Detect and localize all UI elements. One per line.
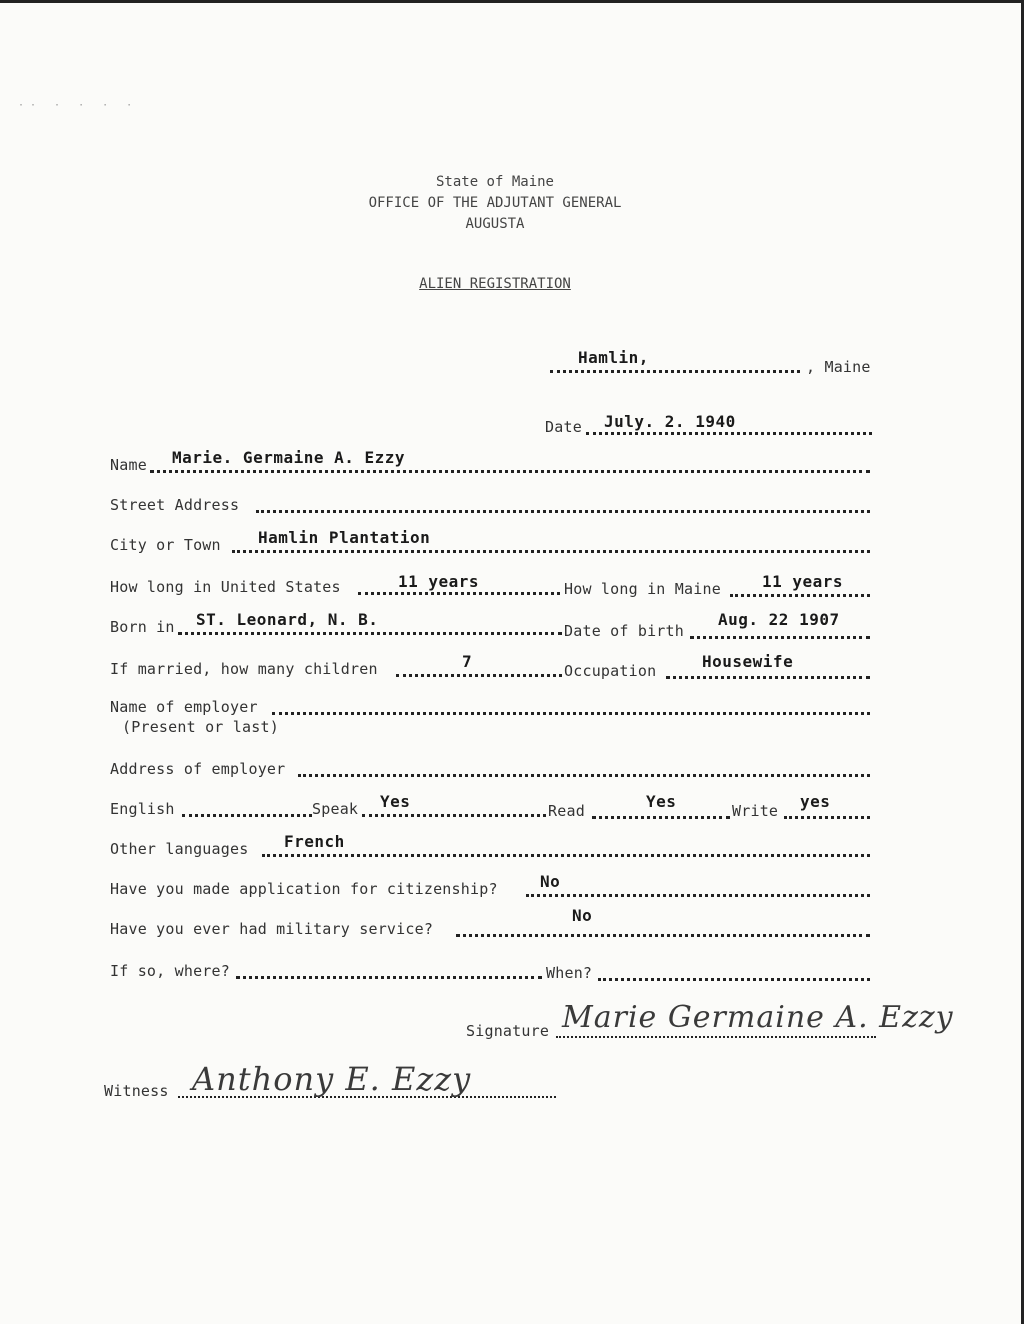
employer-name-sublabel: (Present or last) [122, 718, 279, 736]
street-address-dots [256, 510, 870, 513]
maine-duration-value: 11 years [762, 572, 844, 591]
employer-address-label: Address of employer [110, 760, 286, 778]
read-value: Yes [646, 792, 677, 811]
english-label: English [110, 800, 175, 818]
dob-dots [690, 636, 870, 639]
other-languages-dots [262, 854, 870, 857]
occupation-label: Occupation [564, 662, 657, 680]
born-in-dots [178, 632, 562, 635]
place-dots [550, 370, 800, 373]
place-state-label: , Maine [806, 358, 871, 376]
read-dots [592, 816, 730, 819]
born-in-value: ST. Leonard, N. B. [196, 610, 379, 629]
city-dots [232, 550, 870, 553]
when-label: When? [546, 964, 593, 982]
occupation-dots [666, 676, 870, 679]
us-duration-dots [358, 592, 560, 595]
date-value: July. 2. 1940 [604, 412, 736, 431]
header-office: OFFICE OF THE ADJUTANT GENERAL [368, 195, 622, 211]
place-town-value: Hamlin, [578, 348, 649, 367]
us-duration-value: 11 years [398, 572, 480, 591]
form-title: ALIEN REGISTRATION [419, 276, 571, 292]
write-label: Write [732, 802, 779, 820]
scan-specks: ·· · · · · [18, 100, 139, 111]
speak-value: Yes [380, 792, 411, 811]
where-dots [236, 976, 542, 979]
city-label: City or Town [110, 536, 221, 554]
speak-dots [362, 814, 546, 817]
write-value: yes [800, 792, 831, 811]
employer-address-dots [298, 774, 870, 777]
us-duration-label: How long in United States [110, 578, 341, 596]
citizenship-value: No [540, 872, 561, 891]
name-label: Name [110, 456, 147, 474]
read-label: Read [548, 802, 585, 820]
header-state: State of Maine [435, 174, 554, 190]
maine-duration-label: How long in Maine [564, 580, 721, 598]
maine-duration-dots [730, 594, 870, 597]
city-value: Hamlin Plantation [258, 528, 431, 547]
date-dots [586, 432, 872, 435]
signature-label: Signature [466, 1022, 550, 1040]
children-label: If married, how many children [110, 660, 378, 678]
header-city: AUGUSTA [465, 216, 525, 232]
speak-label: Speak [312, 800, 359, 818]
signature-handwriting: Marie Germaine A. Ezzy [562, 1000, 954, 1035]
name-value: Marie. Germaine A. Ezzy [172, 448, 406, 467]
scan-edge-top [0, 0, 1024, 3]
children-dots [396, 674, 562, 677]
military-value: No [572, 906, 593, 925]
where-label: If so, where? [110, 962, 230, 980]
dob-value: Aug. 22 1907 [718, 610, 840, 629]
born-in-label: Born in [110, 618, 175, 636]
signature-dots [556, 1036, 876, 1038]
street-address-label: Street Address [110, 496, 240, 514]
other-languages-label: Other languages [110, 840, 249, 858]
write-dots [784, 816, 870, 819]
date-label: Date [545, 418, 582, 436]
other-languages-value: French [284, 832, 345, 851]
witness-label: Witness [104, 1082, 169, 1100]
citizenship-dots [526, 894, 870, 897]
citizenship-label: Have you made application for citizenship? [110, 880, 498, 898]
witness-handwriting: Anthony E. Ezzy [192, 1060, 472, 1098]
employer-name-dots [272, 712, 870, 715]
military-label: Have you ever had military service? [110, 920, 434, 938]
english-dots [182, 814, 312, 817]
military-dots [456, 934, 870, 937]
occupation-value: Housewife [702, 652, 794, 671]
name-dots [150, 470, 870, 473]
when-dots [598, 978, 870, 981]
employer-name-label: Name of employer [110, 698, 258, 716]
children-value: 7 [462, 652, 473, 671]
dob-label: Date of birth [564, 622, 684, 640]
